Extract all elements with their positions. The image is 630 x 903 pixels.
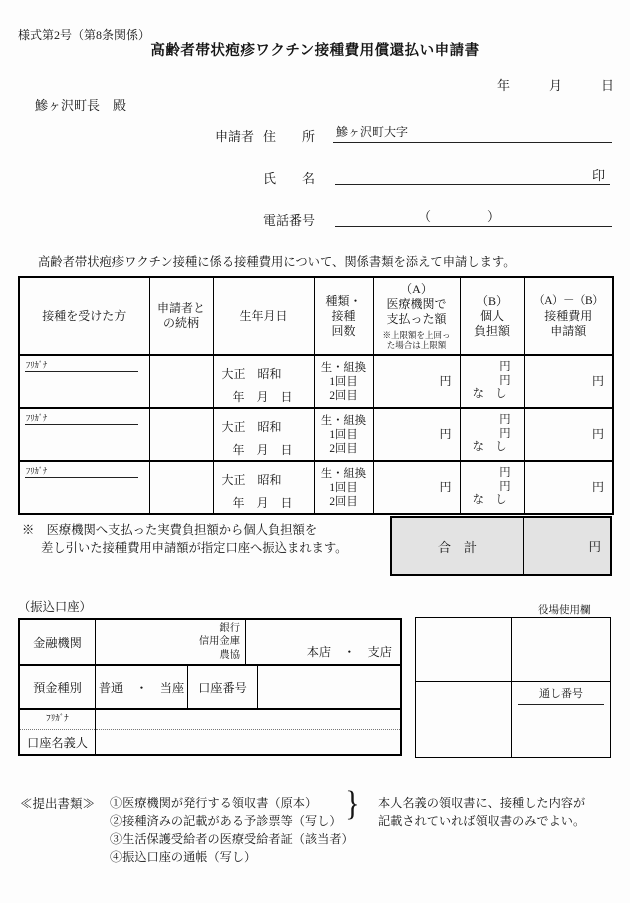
- phone-label: 電話番号: [263, 213, 316, 228]
- account-number-field: [258, 666, 400, 708]
- furigana-label: ﾌﾘｶﾞﾅ: [25, 466, 138, 478]
- header-claim-amount: （A）－（B） 接種費用 申請額: [524, 277, 613, 355]
- type-dose-cell: 生・組換 1回目 2回目: [314, 408, 373, 461]
- birthdate-cell: 大正 昭和 年 月 日: [213, 461, 314, 514]
- amount-paid-cell: 円: [373, 408, 460, 461]
- holder-value-cell: [96, 710, 400, 754]
- address-label: 住 所: [263, 129, 316, 144]
- bank-holder-row: [20, 708, 400, 754]
- recipient-cell: [19, 355, 149, 408]
- transfer-note-line1: ※ 医療機関へ支払った実費負担額から個人負担額を: [22, 523, 318, 537]
- header-relation: 申請者と の続柄: [149, 277, 213, 355]
- relation-cell: [149, 408, 213, 461]
- office-box-bottom-row: [416, 682, 610, 757]
- table-row: [19, 408, 613, 461]
- phone-paren-close: ）: [487, 209, 501, 224]
- serial-number-label: 通し番号: [518, 685, 604, 705]
- option-agri-coop: 農協: [219, 649, 240, 661]
- name-label: 氏 名: [263, 171, 316, 186]
- applicant-label: 申請者: [215, 129, 255, 144]
- header-amount-paid: （A） 医療機関で 支払った額 ※上限額を上回っ た場合は上限額: [373, 277, 460, 355]
- header-personal-burden: （B） 個人 負担額: [460, 277, 524, 355]
- vaccination-cost-table: [18, 276, 614, 515]
- header-cap-note: ※上限額を上回っ た場合は上限額: [382, 330, 451, 350]
- claim-cell: 円: [524, 408, 613, 461]
- option-bank: 銀行: [219, 622, 240, 634]
- institution-label: 金融機関: [20, 620, 96, 664]
- name-field: [335, 165, 610, 185]
- burden-cell: 円 円 な し: [460, 461, 524, 514]
- documents-note: 本人名義の領収書に、接種した内容が 記載されていれば領収書のみでよい。: [378, 796, 586, 828]
- office-cell: [512, 618, 610, 681]
- bank-institution-row: [20, 620, 400, 664]
- office-use-label: 役場使用欄: [538, 605, 591, 616]
- amount-paid-cell: 円: [373, 461, 460, 514]
- claim-cell: 円: [524, 461, 613, 514]
- grouping-brace: }: [345, 784, 360, 823]
- phone-field: [335, 207, 612, 227]
- burden-cell: 円 円 な し: [460, 355, 524, 408]
- recipient-cell: [19, 461, 149, 514]
- account-type-label: 預金種別: [20, 666, 96, 708]
- transfer-note-line2: 差し引いた接種費用申請額が指定口座へ振込まれます。: [41, 541, 348, 555]
- office-box-top-row: [416, 618, 610, 682]
- header-recipient: 接種を受けた方: [19, 277, 149, 355]
- document-item-1: ①医療機関が発行する領収書（原本）: [110, 796, 318, 810]
- bank-account-table: [18, 618, 402, 756]
- account-type-options: 普通 ・ 当座: [96, 666, 188, 708]
- phone-paren-open: （: [418, 209, 432, 224]
- birthdate-cell: 大正 昭和 年 月 日: [213, 355, 314, 408]
- option-credit-union: 信用金庫: [198, 636, 240, 648]
- page-title: 高齢者帯状疱疹ワクチン接種費用償還払い申請書: [150, 43, 480, 59]
- relation-cell: [149, 355, 213, 408]
- holder-label: 口座名義人: [27, 735, 88, 750]
- institution-type-options: [96, 620, 246, 664]
- date-line: 年 月 日: [496, 78, 614, 93]
- bank-section-label: （振込口座）: [18, 600, 92, 614]
- addressee-mayor: 鰺ヶ沢町長 殿: [35, 98, 127, 113]
- office-cell: [416, 682, 512, 757]
- claim-cell: 円: [524, 355, 613, 408]
- office-cell: [416, 618, 512, 681]
- header-birthdate: 生年月日: [213, 277, 314, 355]
- document-item-2: ②接種済みの記載がある予診票等（写し）: [110, 814, 342, 828]
- document-item-4: ④振込口座の通帳（写し）: [110, 850, 257, 864]
- bank-account-type-row: [20, 664, 400, 708]
- table-row: [19, 461, 613, 514]
- total-amount-cell: 円: [523, 518, 610, 574]
- burden-cell: 円 円 な し: [460, 408, 524, 461]
- holder-furigana-field: [96, 710, 400, 730]
- documents-section-label: ≪提出書類≫: [20, 797, 96, 811]
- header-type-doses: 種類・ 接種 回数: [314, 277, 373, 355]
- branch-options: 本店 ・ 支店: [306, 645, 392, 659]
- holder-label-cell: [20, 710, 96, 754]
- form-number: 様式第2号（第8条関係）: [18, 28, 151, 42]
- total-label: 合 計: [437, 539, 477, 555]
- furigana-label: ﾌﾘｶﾞﾅ: [25, 413, 138, 425]
- table-header-row: [19, 277, 613, 355]
- table-row: [19, 355, 613, 408]
- document-item-3: ③生活保護受給者の医療受給者証（該当者）: [110, 832, 354, 846]
- type-dose-cell: 生・組換 1回目 2回目: [314, 355, 373, 408]
- office-use-box: [415, 617, 611, 758]
- application-statement: 高齢者帯状疱疹ワクチン接種に係る接種費用について、関係書類を添えて申請します。: [38, 255, 516, 269]
- documents-list: [110, 794, 354, 866]
- address-field: 鰺ヶ沢町大字: [333, 123, 612, 143]
- account-number-label: 口座番号: [188, 666, 258, 708]
- office-cell: [512, 682, 610, 757]
- birthdate-cell: 大正 昭和 年 月 日: [213, 408, 314, 461]
- type-dose-cell: 生・組換 1回目 2回目: [314, 461, 373, 514]
- furigana-label: ﾌﾘｶﾞﾅ: [25, 360, 138, 372]
- holder-furigana-label: ﾌﾘｶﾞﾅ: [20, 710, 95, 730]
- total-box: [390, 516, 612, 576]
- amount-paid-cell: 円: [373, 355, 460, 408]
- recipient-cell: [19, 408, 149, 461]
- relation-cell: [149, 461, 213, 514]
- seal-mark: 印: [591, 168, 605, 183]
